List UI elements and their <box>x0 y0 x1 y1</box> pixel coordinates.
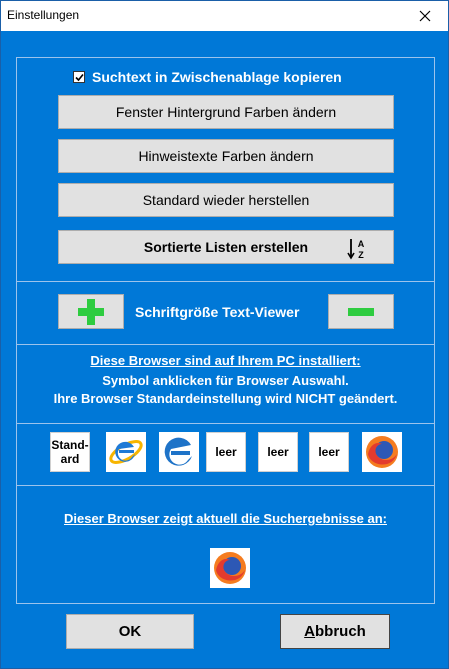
installed-browsers-heading: Diese Browser sind auf Ihrem PC installiert: <box>90 353 361 368</box>
firefox-icon <box>362 432 402 472</box>
edge-tile[interactable] <box>159 432 199 472</box>
standard-tile-line1: Stand- <box>51 438 89 452</box>
cancel-mnemonic: A <box>304 623 315 640</box>
empty-browser-slot-3[interactable] <box>309 432 349 472</box>
current-browser-heading: Dieser Browser zeigt aktuell die Suchergebnisse an: <box>64 511 387 526</box>
restore-defaults-label: Standard wieder herstellen <box>142 192 310 208</box>
title-bar <box>1 1 448 31</box>
sort-icon-letter-z: Z <box>358 250 364 260</box>
internet-explorer-icon <box>106 432 146 472</box>
window-title: Einstellungen <box>7 8 80 22</box>
standard-tile-line2: ard <box>60 452 80 466</box>
font-size-label: Schriftgröße Text-Viewer <box>135 304 300 320</box>
ok-button[interactable] <box>66 614 194 649</box>
divider <box>16 423 435 424</box>
sort-icon-letter-a: A <box>357 239 365 249</box>
divider <box>16 485 435 486</box>
empty-slot-label: leer <box>267 445 289 459</box>
empty-browser-slot-1[interactable] <box>206 432 246 472</box>
close-button[interactable] <box>402 1 448 31</box>
sort-lists-button[interactable] <box>58 230 394 264</box>
divider <box>16 281 435 282</box>
copy-search-text-checkbox[interactable] <box>73 71 85 83</box>
cancel-label-rest: bbruch <box>315 623 366 640</box>
ok-button-label: OK <box>118 623 142 640</box>
empty-browser-slot-2[interactable] <box>258 432 298 472</box>
checkmark-icon <box>75 73 84 82</box>
restore-defaults-button[interactable] <box>58 183 394 217</box>
standard-browser-tile[interactable] <box>50 432 90 472</box>
browser-default-note: Ihre Browser Standardeinstellung wird NICHT geändert. <box>53 391 398 406</box>
copy-search-text-option[interactable] <box>73 69 342 85</box>
decrease-font-button[interactable] <box>328 294 394 329</box>
hint-text-colors-label: Hinweistexte Farben ändern <box>138 148 314 164</box>
background-colors-label: Fenster Hintergrund Farben ändern <box>115 104 337 120</box>
firefox-tile[interactable] <box>362 432 402 472</box>
firefox-icon <box>210 548 250 588</box>
cancel-button[interactable] <box>280 614 390 649</box>
sort-lists-label: Sortierte Listen erstellen <box>143 239 309 255</box>
close-icon <box>419 10 431 22</box>
browser-select-hint: Symbol anklicken für Browser Auswahl. <box>102 373 349 388</box>
empty-slot-label: leer <box>215 445 237 459</box>
current-browser-tile <box>210 548 250 588</box>
edge-icon <box>159 432 199 472</box>
background-colors-button[interactable] <box>58 95 394 129</box>
minus-icon <box>348 308 374 316</box>
copy-search-text-label: Suchtext in Zwischenablage kopieren <box>92 69 342 85</box>
empty-slot-label: leer <box>318 445 340 459</box>
increase-font-button[interactable] <box>58 294 124 329</box>
hint-text-colors-button[interactable] <box>58 139 394 173</box>
divider <box>16 344 435 345</box>
sort-az-icon <box>347 238 367 260</box>
cancel-button-label <box>304 623 366 640</box>
internet-explorer-tile[interactable] <box>106 432 146 472</box>
plus-icon <box>78 299 104 325</box>
